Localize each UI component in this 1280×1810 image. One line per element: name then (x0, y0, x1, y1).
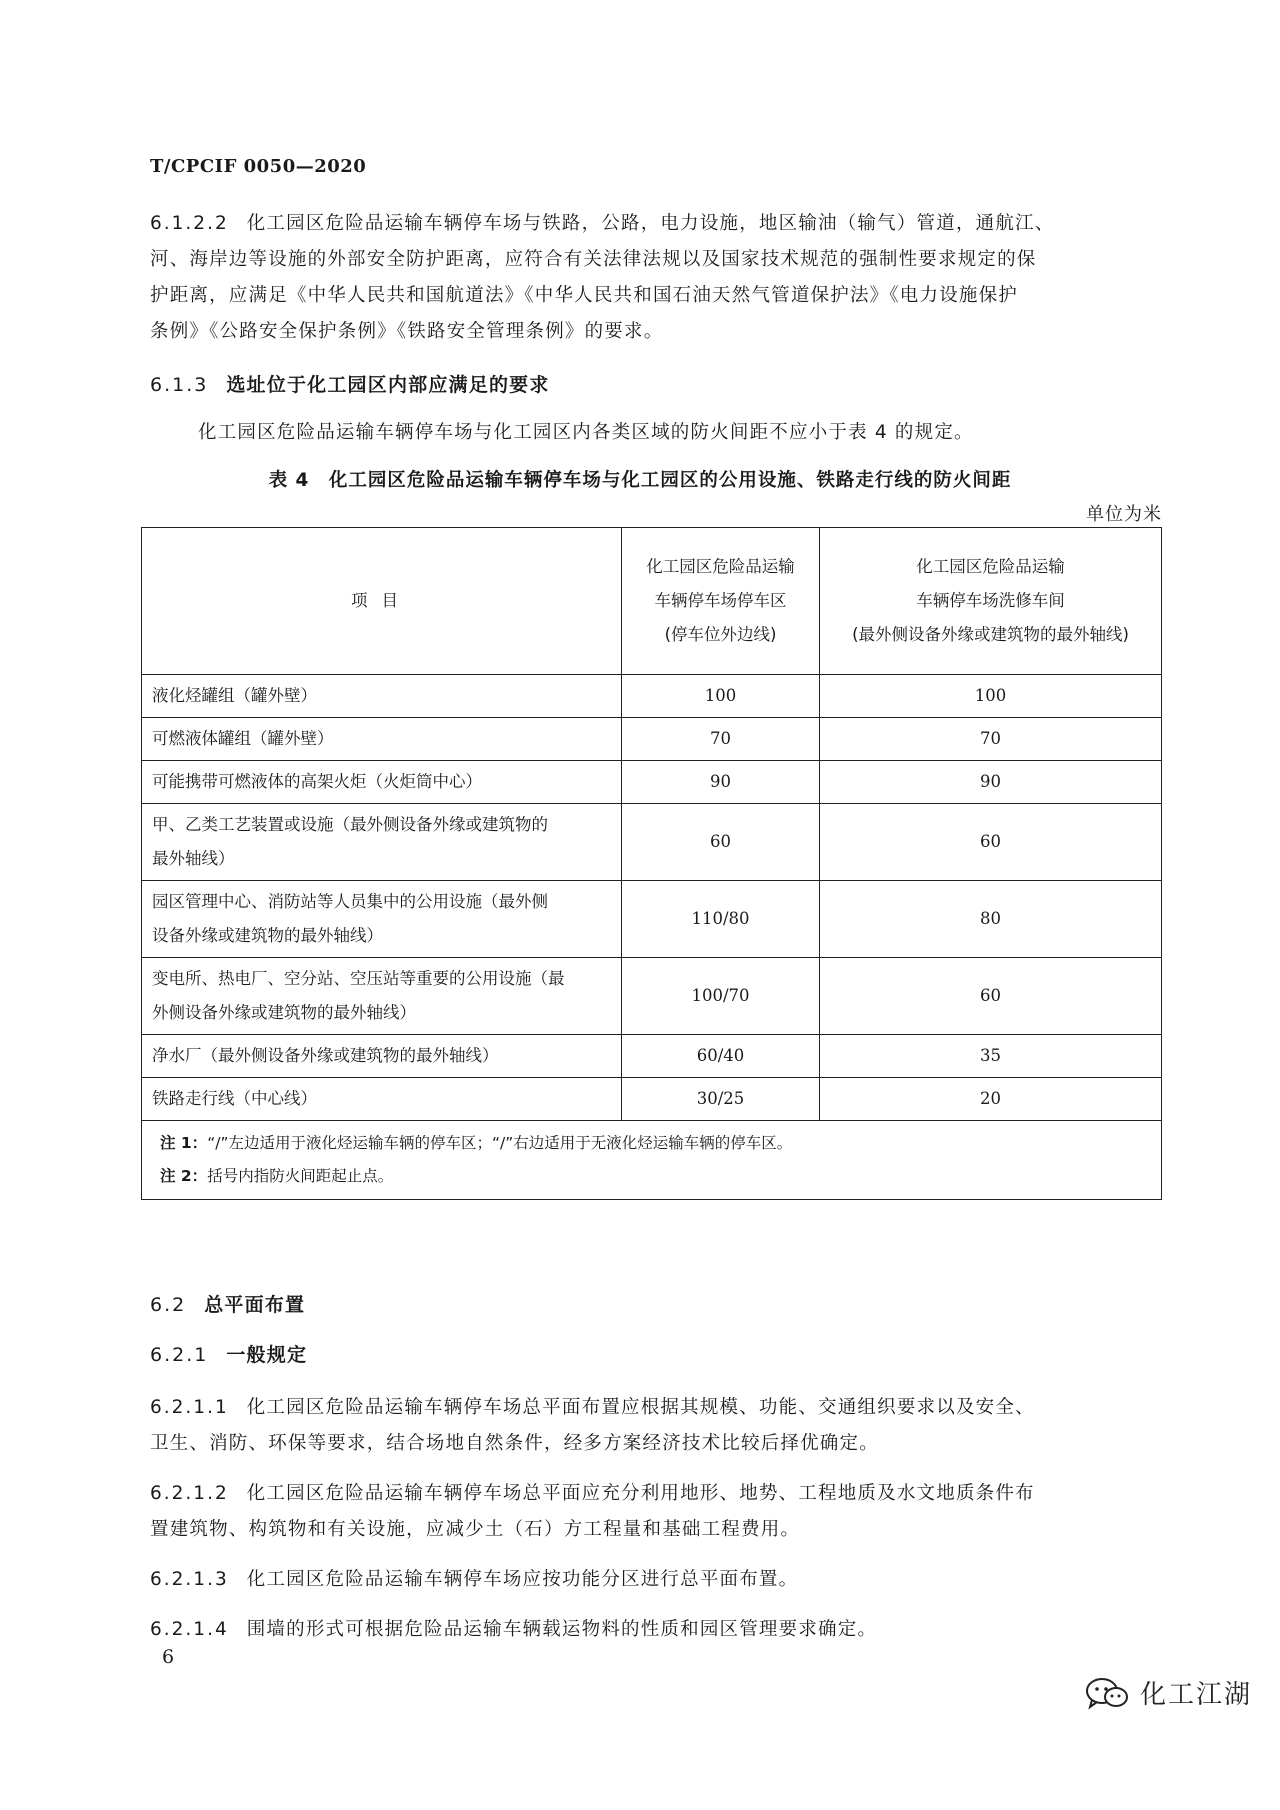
section-number: 6.2.1.4 (150, 1619, 229, 1640)
document-code: T/CPCIF 0050—2020 (150, 156, 367, 177)
header-line: (停车位外边线) (664, 625, 777, 644)
table-row (142, 1035, 1162, 1078)
row-value-workshop: 80 (820, 881, 1162, 958)
paragraph-line: 河、海岸边等设施的外部安全防护距离，应符合有关法律法规以及国家技术规范的强制性要求规定的保 (150, 249, 1037, 270)
table-row (142, 958, 1162, 1035)
section-6-1-3-heading (150, 370, 550, 397)
section-6-2-1-heading (150, 1340, 307, 1367)
table-header-row (142, 528, 1162, 675)
row-value-parking: 70 (622, 718, 820, 761)
section-number: 6.2.1.2 (150, 1483, 229, 1504)
row-item: 液化烃罐组（罐外壁） (142, 675, 622, 718)
row-item: 可能携带可燃液体的高架火炬（火炬筒中心） (142, 761, 622, 804)
table-row (142, 1078, 1162, 1121)
row-value-parking: 110/80 (622, 881, 820, 958)
paragraph-line: 卫生、消防、环保等要求，结合场地自然条件，经多方案经济技术比较后择优确定。 (150, 1433, 879, 1454)
row-value-parking: 90 (622, 761, 820, 804)
table-note (160, 1127, 1143, 1160)
paragraph-line: 围墙的形式可根据危险品运输车辆载运物料的性质和园区管理要求确定。 (246, 1619, 878, 1640)
section-title: 一般规定 (226, 1344, 308, 1366)
header-parking-area (622, 528, 820, 675)
row-value-workshop: 100 (820, 675, 1162, 718)
section-title: 选址位于化工园区内部应满足的要求 (226, 374, 550, 396)
note-text: 括号内指防火间距起止点。 (207, 1167, 394, 1185)
section-6-2-1-4 (150, 1612, 1155, 1648)
paragraph-line: 条例》《公路安全保护条例》《铁路安全管理条例》的要求。 (150, 321, 664, 342)
paragraph-line: 化工园区危险品运输车辆停车场与铁路，公路，电力设施，地区输油（输气）管道，通航江、 (246, 213, 1055, 234)
row-item-line: 最外轴线） (152, 849, 235, 868)
section-title: 总平面布置 (204, 1294, 306, 1316)
paragraph-line: 化工园区危险品运输车辆停车场总平面布置应根据其规模、功能、交通组织要求以及安全、 (246, 1397, 1035, 1418)
table-title: 表 4 化工园区危险品运输车辆停车场与化工园区的公用设施、铁路走行线的防火间距 (268, 470, 1012, 491)
page-number: 6 (162, 1646, 175, 1668)
paragraph-line: 置建筑物、构筑物和有关设施，应减少土（石）方工程量和基础工程费用。 (150, 1519, 801, 1540)
header-line: (最外侧设备外缘或建筑物的最外轴线) (852, 625, 1129, 644)
row-value-workshop: 60 (820, 804, 1162, 881)
row-value-parking: 100/70 (622, 958, 820, 1035)
row-item-line: 园区管理中心、消防站等人员集中的公用设施（最外侧 (152, 892, 548, 911)
paragraph-line: 护距离，应满足《中华人民共和国航道法》《中华人民共和国石油天然气管道保护法》《电力设施保护 (150, 285, 1019, 306)
row-item-line: 设备外缘或建筑物的最外轴线） (152, 926, 383, 945)
row-item (142, 881, 622, 958)
table-row (142, 675, 1162, 718)
wechat-icon (1084, 1676, 1130, 1710)
table-row (142, 718, 1162, 761)
header-line: 化工园区危险品运输 (916, 557, 1065, 576)
section-number: 6.1.2.2 (150, 213, 229, 234)
row-item-line: 变电所、热电厂、空分站、空压站等重要的公用设施（最 (152, 969, 565, 988)
row-value-parking: 100 (622, 675, 820, 718)
row-item (142, 804, 622, 881)
section-6-2-1-2 (150, 1476, 1155, 1548)
row-value-parking: 60 (622, 804, 820, 881)
paragraph-line: 化工园区危险品运输车辆停车场总平面应充分利用地形、地势、工程地质及水文地质条件布 (246, 1483, 1035, 1504)
note-label: 注 1： (160, 1134, 208, 1152)
section-number: 6.2 (150, 1294, 187, 1316)
section-number: 6.2.1.3 (150, 1569, 229, 1590)
row-value-workshop: 20 (820, 1078, 1162, 1121)
watermark (1084, 1674, 1252, 1711)
section-6-2-1-3 (150, 1562, 1155, 1598)
watermark-text: 化工江湖 (1139, 1680, 1252, 1710)
fire-distance-table (141, 527, 1162, 1200)
note-label: 注 2： (160, 1167, 208, 1185)
table-notes (142, 1121, 1162, 1200)
header-line: 化工园区危险品运输 (646, 557, 795, 576)
row-item: 净水厂（最外侧设备外缘或建筑物的最外轴线） (142, 1035, 622, 1078)
row-value-workshop: 60 (820, 958, 1162, 1035)
row-value-parking: 60/40 (622, 1035, 820, 1078)
row-value-workshop: 90 (820, 761, 1162, 804)
row-item-line: 甲、乙类工艺装置或设施（最外侧设备外缘或建筑物的 (152, 815, 548, 834)
row-value-parking: 30/25 (622, 1078, 820, 1121)
row-value-workshop: 70 (820, 718, 1162, 761)
header-line: 车辆停车场洗修车间 (916, 591, 1065, 610)
section-number: 6.2.1.1 (150, 1397, 229, 1418)
header-wash-workshop (820, 528, 1162, 675)
section-number: 6.1.3 (150, 374, 209, 396)
section-number: 6.2.1 (150, 1344, 209, 1366)
table-row (142, 804, 1162, 881)
paragraph-line: 化工园区危险品运输车辆停车场应按功能分区进行总平面布置。 (246, 1569, 799, 1590)
table-notes-row (142, 1121, 1162, 1200)
row-value-workshop: 35 (820, 1035, 1162, 1078)
section-6-2-1-1 (150, 1390, 1155, 1462)
note-text: “/”左边适用于液化烃运输车辆的停车区；“/”右边适用于无液化烃运输车辆的停车区。 (207, 1134, 793, 1152)
row-item (142, 958, 622, 1035)
header-line: 车辆停车场停车区 (654, 591, 787, 610)
row-item: 铁路走行线（中心线） (142, 1078, 622, 1121)
header-item: 项目 (142, 528, 622, 675)
table-row (142, 761, 1162, 804)
section-6-2-heading (150, 1290, 305, 1317)
table-note (160, 1160, 1143, 1193)
table-row (142, 881, 1162, 958)
section-6-1-3-paragraph: 化工园区危险品运输车辆停车场与化工园区内各类区域的防火间距不应小于表 4 的规定。 (198, 422, 974, 443)
row-item: 可燃液体罐组（罐外壁） (142, 718, 622, 761)
table-unit: 单位为米 (1086, 504, 1162, 525)
row-item-line: 外侧设备外缘或建筑物的最外轴线） (152, 1003, 416, 1022)
section-6-1-2-2 (150, 206, 1155, 350)
